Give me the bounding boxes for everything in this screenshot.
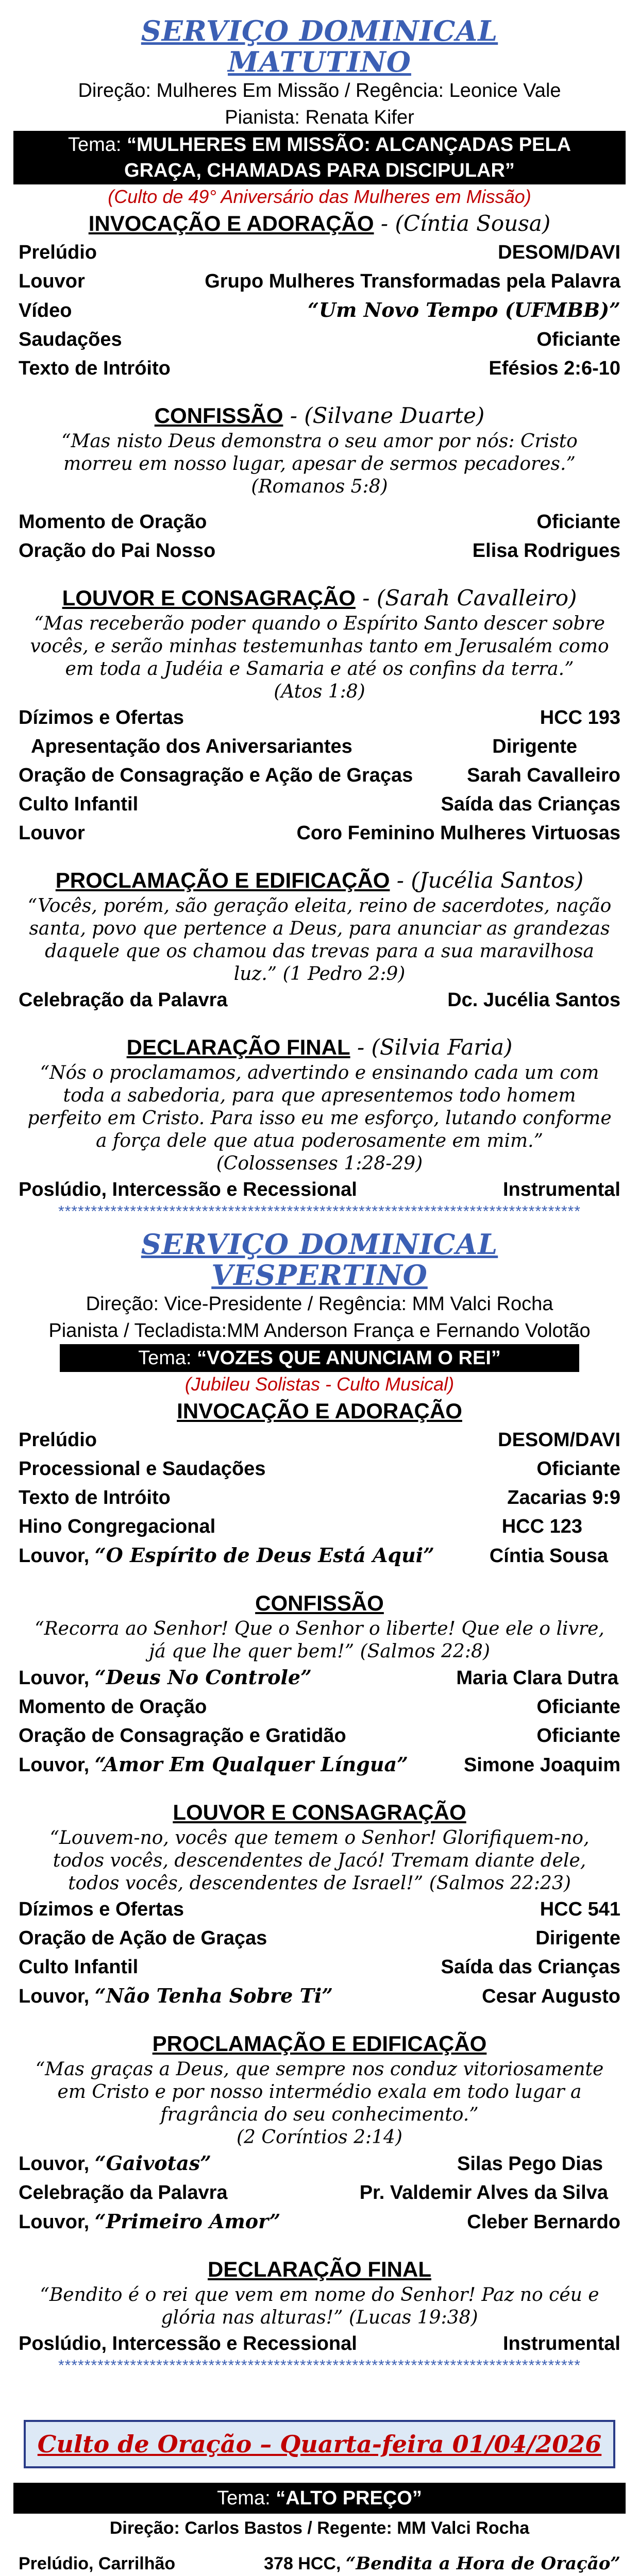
scripture-quote: “Mas nisto Deus demonstra o seu amor por nós: Cristo morreu em nosso lugar, apesar de sermos pecadores.” (Romanos 5:8) [61, 431, 578, 497]
row-label: Apresentação dos Aniversariantes [31, 736, 352, 757]
row-label: Hino Congregacional [19, 1516, 216, 1537]
song-title: “Bendita a Hora de Oração” [345, 2553, 620, 2574]
program-row [0, 267, 639, 296]
evening-declaracao-heading [0, 2255, 639, 2284]
row-value: Oficiante [536, 1725, 620, 1747]
row-value: Instrumental [502, 1179, 620, 1200]
evening-proclamacao-heading [0, 2029, 639, 2058]
row-label: Prelúdio, Carrilhão [19, 2554, 176, 2573]
row-label: Celebração da Palavra [19, 989, 228, 1011]
row-value: Simone Joaquim [463, 1754, 620, 1776]
row-value: DESOM/DAVI [498, 242, 620, 263]
morning-title-line-1: SERVIÇO DOMINICAL [141, 14, 498, 47]
row-value: Silas Pego Dias [457, 2153, 603, 2175]
song-title: “Deus No Controle” [94, 1666, 312, 1689]
program-row [0, 2207, 639, 2236]
row-label: Celebração da Palavra [19, 2182, 228, 2204]
prayer-service-banner [24, 2420, 615, 2468]
row-label: Poslúdio, Intercessão e Recessional [19, 1179, 357, 1200]
section-title: CONFISSÃO [154, 403, 283, 428]
row-label: Louvor, [19, 2211, 95, 2233]
morning-confissao-heading [0, 401, 639, 430]
section-title: LOUVOR E CONSAGRAÇÃO [173, 1800, 466, 1824]
program-row [0, 238, 639, 267]
evening-pianist: Pianista / Tecladista:MM Anderson França e Fernando Volotão [48, 1320, 591, 1342]
program-row [0, 507, 639, 536]
row-label: Dízimos e Ofertas [19, 1899, 184, 1920]
row-value: Zacarias 9:9 [507, 1487, 620, 1509]
morning-pianist: Pianista: Renata Kifer [225, 107, 414, 128]
prayer-theme-banner [13, 2483, 626, 2514]
program-row [0, 1692, 639, 1721]
section-leader: - (Silvia Faria) [350, 1035, 513, 1060]
song-title: “Primeiro Amor” [94, 2210, 281, 2233]
program-row [0, 325, 639, 354]
row-label: Prelúdio [19, 1429, 97, 1451]
morning-theme-banner [13, 131, 626, 184]
row-value: Oficiante [536, 1458, 620, 1480]
section-title: DECLARAÇÃO FINAL [126, 1035, 350, 1059]
program-row [0, 1541, 639, 1570]
program-row [0, 2552, 639, 2575]
row-label: Oração de Consagração e Ação de Graças [19, 765, 413, 786]
row-value: “Um Novo Tempo (UFMBB)” [308, 298, 620, 321]
row-value: Cesar Augusto [482, 1986, 620, 2007]
song-title: “O Espírito de Deus Está Aqui” [94, 1544, 435, 1567]
program-row [0, 354, 639, 383]
morning-invocacao-heading [0, 209, 639, 238]
row-value: Instrumental [502, 2333, 620, 2354]
row-label: Momento de Oração [19, 1696, 207, 1718]
row-value: Dirigente [535, 1927, 620, 1949]
row-label: Dízimos e Ofertas [19, 707, 184, 728]
row-value: HCC 541 [540, 1899, 620, 1920]
row-value: Sarah Cavalleiro [467, 765, 620, 786]
prayer-direction: Direção: Carlos Bastos / Regente: MM Valci Rocha [109, 2518, 530, 2538]
evening-theme: “VOZES QUE ANUNCIAM O REI” [197, 1347, 501, 1369]
song-title: “Gaivotas” [94, 2151, 212, 2175]
row-label: Processional e Saudações [19, 1458, 266, 1480]
row-label: Oração do Pai Nosso [19, 540, 216, 562]
row-value: Oficiante [536, 329, 620, 350]
program-row [0, 1512, 639, 1541]
row-label: Louvor, [19, 1754, 95, 1776]
morning-louvor-heading [0, 584, 639, 613]
row-value: Efésios 2:6-10 [489, 358, 620, 379]
evening-direction: Direção: Vice-Presidente / Regência: MM Valci Rocha [86, 1293, 553, 1315]
row-label: Texto de Intróito [19, 1487, 171, 1509]
program-row [0, 1721, 639, 1750]
star-divider: ******************************************************************************** [58, 2358, 581, 2374]
program-row [0, 1454, 639, 1483]
section-title: DECLARAÇÃO FINAL [208, 2257, 431, 2281]
row-label: Louvor, [19, 1545, 95, 1567]
row-value: DESOM/DAVI [498, 1429, 620, 1451]
prayer-theme: “ALTO PREÇO” [276, 2487, 422, 2509]
row-value: Oficiante [536, 1696, 620, 1718]
row-value: Elisa Rodrigues [472, 540, 620, 562]
row-label: Culto Infantil [19, 793, 139, 815]
row-value: Grupo Mulheres Transformadas pela Palavra [205, 270, 620, 292]
program-row [0, 2149, 639, 2178]
evening-confissao-heading [0, 1589, 639, 1618]
program-row [0, 2329, 639, 2358]
evening-louvor-heading [0, 1798, 639, 1827]
scripture-quote: “Mas receberão poder quando o Espírito Santo descer sobre vocês, e serão minhas testemunhas tanto em Jerusalém como em toda a Judéia e Samaria e até os confins da terra.” (Atos 1:8) [30, 613, 609, 702]
morning-direction: Direção: Mulheres Em Missão / Regência: Leonice Vale [78, 80, 561, 101]
program-row [0, 536, 639, 565]
scripture-quote: “Mas graças a Deus, que sempre nos conduz vitoriosamente em Cristo e por nosso intermédio exala em todo lugar a fragrância do seu conhecimento.” (2 Coríntios 2:14) [35, 2059, 604, 2148]
section-leader: - (Sarah Cavalleiro) [355, 585, 577, 611]
program-row [0, 1483, 639, 1512]
row-label: Louvor, [19, 1667, 95, 1689]
morning-declaracao-heading [0, 1033, 639, 1062]
row-label: Oração de Consagração e Gratidão [19, 1725, 346, 1747]
row-value: Coro Feminino Mulheres Virtuosas [296, 822, 620, 844]
program-row [0, 1895, 639, 1924]
row-label: Momento de Oração [19, 511, 207, 533]
row-label: Louvor [19, 270, 85, 292]
prayer-theme-prefix: Tema: [217, 2487, 276, 2509]
section-leader: - (Jucélia Santos) [390, 868, 584, 893]
program-row [0, 1750, 639, 1780]
row-label: Poslúdio, Intercessão e Recessional [19, 2333, 357, 2354]
section-title: PROCLAMAÇÃO E EDIFICAÇÃO [55, 868, 390, 892]
program-row [0, 1663, 639, 1692]
evening-theme-banner [60, 1344, 579, 1372]
evening-invocacao-heading [0, 1397, 639, 1426]
row-value: Saída das Crianças [441, 793, 620, 815]
row-value: Pr. Valdemir Alves da Silva [359, 2182, 608, 2204]
row-value: Oficiante [536, 511, 620, 533]
evening-title-line-1: SERVIÇO DOMINICAL [141, 1228, 498, 1261]
section-title: INVOCAÇÃO E ADORAÇÃO [177, 1399, 462, 1423]
scripture-quote: “Bendito é o rei que vem em nome do Senhor! Paz no céu e glória nas alturas!” (Lucas 19:38) [40, 2284, 599, 2328]
row-label: Louvor, [19, 1986, 95, 2007]
morning-note: (Culto de 49° Aniversário das Mulheres em Missão) [108, 186, 531, 207]
row-label: Saudações [19, 329, 122, 350]
program-row [0, 986, 639, 1014]
morning-theme-prefix: Tema: [68, 134, 127, 156]
section-title: CONFISSÃO [255, 1591, 384, 1615]
scripture-quote: “Vocês, porém, são geração eleita, reino de sacerdotes, nação santa, povo que pertence a Deus, para anunciar as grandezas daquele que os chamou das trevas para a sua maravilhosa luz.” (1 Pedro 2:9) [27, 895, 612, 985]
section-title: LOUVOR E CONSAGRAÇÃO [62, 586, 356, 610]
row-label: Vídeo [19, 300, 72, 321]
section-leader: - (Cíntia Sousa) [374, 211, 551, 236]
row-value: HCC 123 [501, 1516, 582, 1537]
program-row [0, 1924, 639, 1953]
morning-theme-line-2: GRAÇA, CHAMADAS PARA DISCIPULAR” [124, 160, 515, 181]
scripture-quote: “Louvem-no, vocês que temem o Senhor! Glorifiquem-no, todos vocês, descendentes de Jacó! Tremam diante dele, todos vocês, descendentes de Israel!” (Salmos 22:23) [49, 1827, 590, 1894]
evening-title-line-2: VESPERTINO [211, 1259, 428, 1292]
star-divider: ******************************************************************************** [58, 1204, 581, 1219]
song-title: “Amor Em Qualquer Língua” [94, 1753, 408, 1776]
program-row [0, 296, 639, 325]
row-value: Maria Clara Dutra [456, 1667, 618, 1689]
row-label: Oração de Ação de Graças [19, 1927, 267, 1949]
program-row [0, 732, 639, 761]
row-label: Louvor, [19, 2153, 95, 2175]
evening-theme-prefix: Tema: [138, 1347, 197, 1369]
program-row [0, 790, 639, 819]
program-row [0, 2178, 639, 2207]
row-value: HCC 193 [540, 707, 620, 728]
evening-note: (Jubileu Solistas - Culto Musical) [184, 1374, 455, 1395]
row-value: 378 HCC, [264, 2554, 346, 2573]
row-value: Dirigente [492, 736, 577, 757]
scripture-quote: “Recorra ao Senhor! Que o Senhor o liberte! Que ele o livre, já que lhe quer bem!” (Salmos 22:8) [35, 1618, 604, 1662]
row-label: Prelúdio [19, 242, 97, 263]
row-value: Saída das Crianças [441, 1956, 620, 1978]
row-label: Louvor [19, 822, 85, 844]
morning-proclamacao-heading [0, 866, 639, 895]
section-leader: - (Silvane Duarte) [283, 403, 485, 428]
row-value: Cleber Bernardo [467, 2211, 620, 2233]
morning-title-line-2: MATUTINO [228, 45, 411, 78]
row-label: Texto de Intróito [19, 358, 171, 379]
scripture-quote: “Nós o proclamamos, advertindo e ensinando cada um com toda a sabedoria, para que apresentemos todo homem perfeito em Cristo. Para isso eu me esforço, lutando conforme a força dele que atua poderosamente em mim.” (Colossenses 1:28-29) [27, 1062, 612, 1174]
prayer-service-title: Culto de Oração – Quarta-feira 01/04/2026 [37, 2430, 602, 2458]
section-title: PROCLAMAÇÃO E EDIFICAÇÃO [152, 2031, 487, 2056]
row-label: Culto Infantil [19, 1956, 139, 1978]
program-row [0, 1981, 639, 2011]
program-row [0, 819, 639, 848]
morning-theme-line-1: “MULHERES EM MISSÃO: ALCANÇADAS PELA [126, 134, 571, 156]
song-title: “Não Tenha Sobre Ti” [94, 1984, 333, 2007]
row-value: Dc. Jucélia Santos [447, 989, 620, 1011]
program-row [0, 1953, 639, 1981]
program-row [0, 703, 639, 732]
program-row [0, 1175, 639, 1204]
program-row [0, 761, 639, 790]
row-value: Cíntia Sousa [489, 1545, 608, 1567]
program-row [0, 1426, 639, 1454]
section-title: INVOCAÇÃO E ADORAÇÃO [88, 211, 374, 235]
